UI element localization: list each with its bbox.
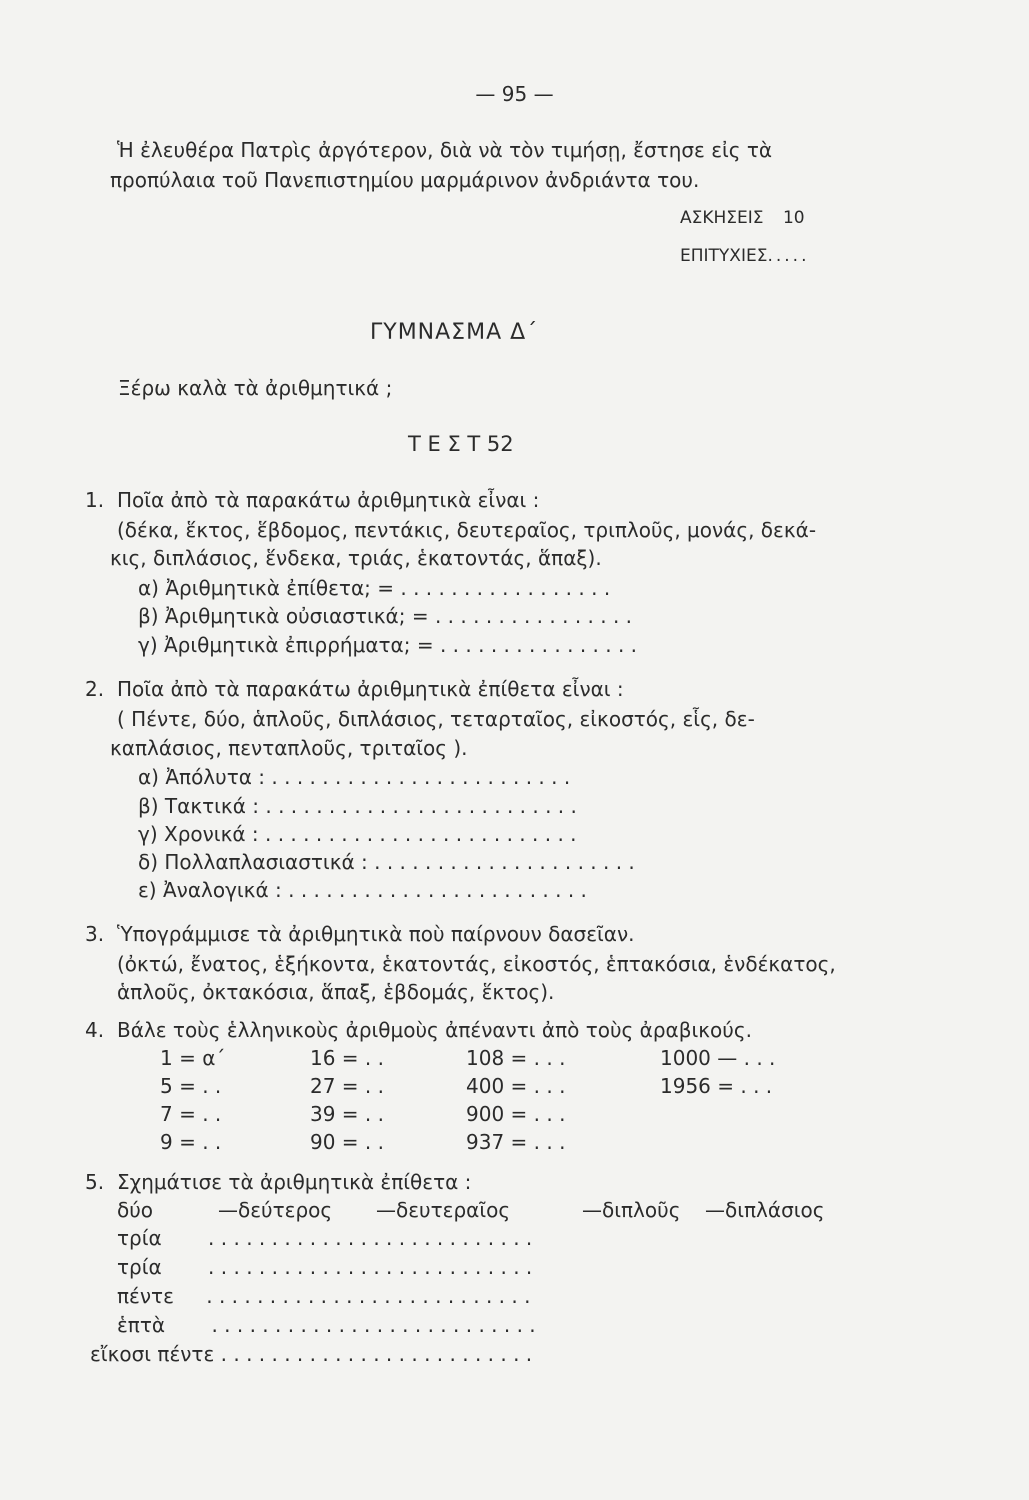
q1-prompt: Ποῖα ἀπὸ τὰ παρακάτω ἀριθμητικὰ εἶναι : (117, 488, 540, 512)
intro-line-1: Ἡ ἐλευθέρα Πατρὶς ἀργότερον, διὰ νὰ τὸν τιμήσῃ, ἔστησε εἰς τὰ (117, 138, 773, 162)
exercises-label: ΑΣΚΗΣΕΙΣ (680, 208, 764, 228)
successes-score (680, 246, 809, 266)
q2-item-b-dots: . . . . . . . . . . . . . . . . . . . . . . . . . (265, 794, 577, 818)
q3-list-line-2: ἁπλοῦς, ὀκτακόσια, ἅπαξ, ἑβδομάς, ἕκτος). (117, 980, 555, 1004)
q1-item-b-dots: . . . . . . . . . . . . . . . . (434, 604, 633, 628)
q5-row-word: τρία (117, 1255, 162, 1279)
q5-row (90, 1342, 532, 1366)
q2-item-c (138, 822, 577, 846)
q5-row-dots: . . . . . . . . . . . . . . . . . . . . . . . . . . (208, 1255, 533, 1279)
q4-cell: 90 = . . (310, 1130, 384, 1154)
q2-item-d-dots: . . . . . . . . . . . . . . . . . . . . . (374, 850, 635, 874)
q5-row (117, 1313, 536, 1337)
q1-item-a-label: α) Ἀριθμητικὰ ἐπίθετα; = (138, 576, 395, 600)
q4-cell: 9 = . . (160, 1130, 222, 1154)
q2-prompt: Ποῖα ἀπὸ τὰ παρακάτω ἀριθμητικὰ ἐπίθετα εἶναι : (117, 677, 624, 701)
q5-header-cell: —δευτεραῖος (376, 1198, 511, 1222)
q2-item-a-dots: . . . . . . . . . . . . . . . . . . . . . . . . (271, 765, 571, 789)
page-number: — 95 — (475, 82, 554, 106)
q4-cell: 16 = . . (310, 1046, 384, 1070)
q5-header-cell: —δεύτερος (218, 1198, 333, 1222)
q2-item-d-label: δ) Πολλαπλασιαστικά : (138, 850, 368, 874)
q2-item-c-label: γ) Χρονικά : (138, 822, 259, 846)
q2-item-e-dots: . . . . . . . . . . . . . . . . . . . . . . . . (288, 878, 587, 902)
test-title: Τ Ε Σ Τ 52 (408, 432, 514, 456)
q5-row-dots: . . . . . . . . . . . . . . . . . . . . . . . . . (220, 1342, 533, 1366)
q2-item-c-dots: . . . . . . . . . . . . . . . . . . . . . . . . . (265, 822, 577, 846)
q3-list-line-1: (ὀκτώ, ἔνατος, ἑξήκοντα, ἑκατοντάς, εἰκοστός, ἑπτακόσια, ἑνδέκατος, (117, 952, 836, 976)
q2-item-a-label: α) Ἀπόλυτα : (138, 765, 266, 789)
q4-cell: 1 = α΄ (160, 1046, 226, 1070)
q4-cell: 900 = . . . (466, 1102, 566, 1126)
q5-row-dots: . . . . . . . . . . . . . . . . . . . . . . . . . . (206, 1284, 531, 1308)
q5-row-word: πέντε (117, 1284, 174, 1308)
intro-line-2: προπύλαια τοῦ Πανεπιστημίου μαρμάρινον ἀνδριάντα του. (110, 168, 700, 192)
q5-header-cell: —διπλοῦς (582, 1198, 681, 1222)
q2-item-b (138, 794, 577, 818)
q1-item-c-dots: . . . . . . . . . . . . . . . . (439, 633, 638, 657)
q3-prompt: Ὑπογράμμισε τὰ ἀριθμητικὰ ποὺ παίρνουν δασεῖαν. (117, 922, 635, 946)
q1-list-line-2: κις, διπλάσιος, ἕνδεκα, τριάς, ἑκατοντάς, ἅπαξ). (110, 546, 602, 570)
q4-cell: 1000 — . . . (660, 1046, 776, 1070)
q1-item-a (138, 576, 610, 600)
q4-cell: 108 = . . . (466, 1046, 566, 1070)
successes-label: ΕΠΙΤΥΧΙΕΣ (680, 246, 768, 266)
q1-number: 1. (85, 488, 105, 512)
q2-list-line-1: ( Πέντε, δύο, ἁπλοῦς, διπλάσιος, τεταρταῖος, εἰκοστός, εἷς, δε- (117, 707, 755, 731)
q2-list-line-2: καπλάσιος, πενταπλοῦς, τριταῖος ). (110, 736, 468, 760)
q5-row-dots: . . . . . . . . . . . . . . . . . . . . . . . . . . (208, 1226, 533, 1250)
q5-row-dots: . . . . . . . . . . . . . . . . . . . . . . . . . . (211, 1313, 536, 1337)
q2-item-d (138, 850, 635, 874)
q4-number: 4. (85, 1018, 105, 1042)
q4-cell: 5 = . . (160, 1074, 222, 1098)
q1-item-c-label: γ) Ἀριθμητικὰ ἐπιρρήματα; = (138, 633, 434, 657)
subtitle: Ξέρω καλὰ τὰ ἀριθμητικά ; (118, 376, 393, 400)
q2-item-e (138, 878, 587, 902)
q5-row (117, 1284, 530, 1308)
q5-row-word: ἑπτὰ (117, 1313, 166, 1337)
q5-number: 5. (85, 1170, 105, 1194)
q5-row-word: τρία (117, 1226, 162, 1250)
q5-row (117, 1226, 532, 1250)
q4-cell: 937 = . . . (466, 1130, 566, 1154)
section-title: ΓΥΜΝΑΣΜΑ Δ΄ (370, 320, 539, 345)
q5-row-word: εἴκοσι πέντε (90, 1342, 215, 1366)
q1-item-b (138, 604, 632, 628)
exercises-score (680, 208, 805, 228)
q5-prompt: Σχημάτισε τὰ ἀριθμητικὰ ἐπίθετα : (117, 1170, 472, 1194)
q1-item-b-label: β) Ἀριθμητικὰ οὐσιαστικά; = (138, 604, 429, 628)
q5-header-cell: δύο (117, 1198, 154, 1222)
q2-number: 2. (85, 677, 105, 701)
q2-item-b-label: β) Τακτικά : (138, 794, 259, 818)
q2-item-a (138, 765, 570, 789)
q4-cell: 1956 = . . . (660, 1074, 773, 1098)
q4-cell: 7 = . . (160, 1102, 222, 1126)
q5-row (117, 1255, 532, 1279)
successes-dots: ..... (767, 246, 810, 266)
q4-cell: 27 = . . (310, 1074, 384, 1098)
q4-cell: 400 = . . . (466, 1074, 566, 1098)
q1-list-line-1: (δέκα, ἕκτος, ἕβδομος, πεντάκις, δευτεραῖος, τριπλοῦς, μονάς, δεκά- (117, 518, 817, 542)
q2-item-e-label: ε) Ἀναλογικά : (138, 878, 282, 902)
q1-item-a-dots: . . . . . . . . . . . . . . . . . (400, 576, 611, 600)
q1-item-c (138, 633, 637, 657)
q5-header-cell: —διπλάσιος (705, 1198, 825, 1222)
q4-cell: 39 = . . (310, 1102, 384, 1126)
q4-prompt: Βάλε τοὺς ἑλληνικοὺς ἀριθμοὺς ἀπέναντι ἀπὸ τοὺς ἀραβικούς. (117, 1018, 752, 1042)
exercises-value: 10 (782, 208, 805, 228)
q3-number: 3. (85, 922, 105, 946)
